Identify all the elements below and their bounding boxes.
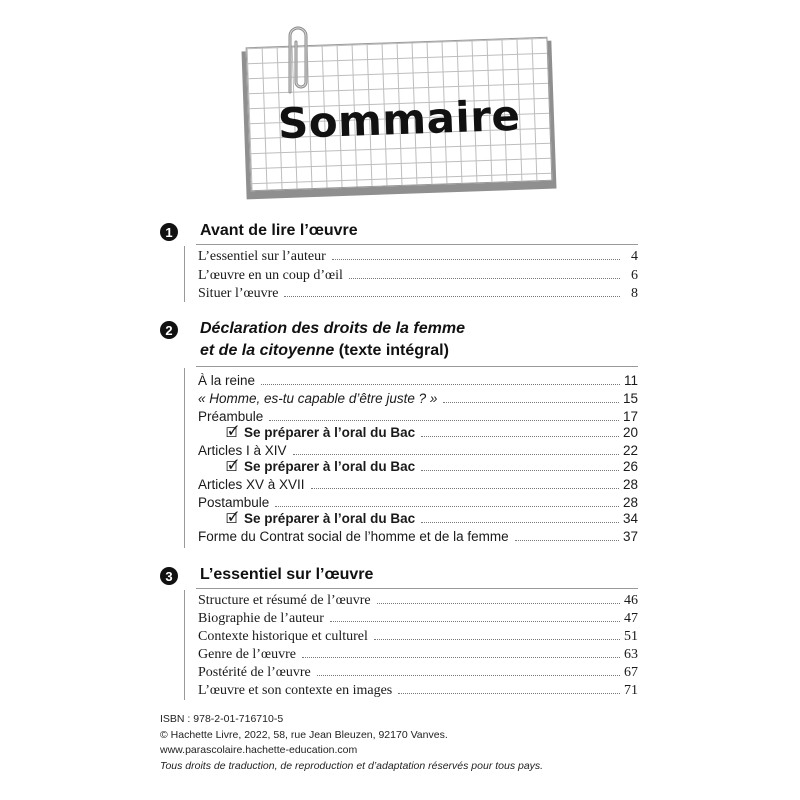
section-title — [200, 318, 465, 362]
divider — [196, 366, 638, 367]
toc-entry-page: 47 — [624, 611, 638, 626]
toc-entry-page: 4 — [631, 249, 638, 264]
toc-entry-label: Articles XV à XVII — [198, 477, 305, 492]
toc-entry-page: 15 — [622, 391, 638, 406]
toc-entry-oral-bac[interactable] — [198, 458, 638, 476]
toc-entry-label: « Homme, es-tu capable d’être juste ? » — [198, 391, 438, 406]
leader-dots — [349, 278, 620, 279]
leader-dots — [332, 259, 620, 260]
toc-entry-page: 28 — [622, 495, 638, 510]
toc-entry-label: Contexte historique et culturel — [198, 629, 368, 644]
leader-dots — [275, 506, 619, 507]
leader-dots — [269, 420, 619, 421]
toc-entry[interactable] — [198, 592, 638, 610]
leader-dots — [398, 693, 620, 694]
toc-entry-label: Se préparer à l’oral du Bac — [244, 511, 416, 526]
leader-dots — [284, 296, 620, 297]
toc-entry-label: Postérité de l’œuvre — [198, 665, 311, 680]
divider — [196, 244, 638, 245]
divider — [196, 588, 638, 589]
section-title-line1: Déclaration des droits de la femme — [200, 320, 465, 337]
toc-entry-page: 20 — [622, 425, 638, 440]
isbn: ISBN : 978-2-01-716710-5 — [160, 713, 284, 725]
divider — [184, 368, 185, 548]
website-link[interactable]: www.parascolaire.hachette-education.com — [160, 744, 358, 756]
toc-entry-label: Forme du Contrat social de l’homme et de la femme — [198, 529, 509, 544]
toc-entry-page: 28 — [622, 477, 638, 492]
leader-dots — [317, 675, 620, 676]
toc-entry-page: 67 — [624, 665, 638, 680]
toc-entry-page: 46 — [624, 593, 638, 608]
leader-dots — [421, 522, 619, 523]
leader-dots — [421, 436, 619, 437]
toc-entry-label: L’œuvre en un coup d’œil — [198, 268, 343, 283]
paperclip-icon — [278, 22, 314, 100]
toc-entry[interactable] — [198, 528, 638, 546]
toc-entry-page: 51 — [624, 629, 638, 644]
toc-entry-label: Préambule — [198, 409, 264, 424]
toc-entry-oral-bac[interactable] — [198, 510, 638, 528]
toc-entry-oral-bac[interactable] — [198, 424, 638, 442]
toc-entry-page: 8 — [631, 286, 638, 301]
checkbox-icon: 🗹 — [226, 511, 239, 526]
toc-entry[interactable] — [198, 646, 638, 664]
toc-entry-label: Postambule — [198, 495, 270, 510]
copyright: © Hachette Livre, 2022, 58, rue Jean Bleuzen, 92170 Vanves. — [160, 728, 448, 741]
leader-dots — [293, 454, 619, 455]
toc-entry-page: 6 — [631, 268, 638, 283]
toc-entry[interactable] — [198, 610, 638, 628]
toc-entry-label: Situer l’œuvre — [198, 286, 279, 301]
leader-dots — [377, 603, 620, 604]
divider — [184, 246, 185, 302]
toc-entry-label: Biographie de l’auteur — [198, 611, 324, 626]
leader-dots — [421, 470, 619, 471]
section-1-header — [160, 220, 358, 241]
checkbox-icon: 🗹 — [226, 425, 239, 440]
section-title-line2-italic: et de la citoyenne — [200, 342, 335, 359]
toc-entry-label: Structure et résumé de l’œuvre — [198, 593, 371, 608]
toc-entry-page: 37 — [622, 529, 638, 544]
leader-dots — [311, 488, 619, 489]
toc-entry-label: Se préparer à l’oral du Bac — [244, 459, 416, 474]
section-title: Avant de lire l’œuvre — [200, 222, 358, 239]
toc-entry-page: 34 — [622, 511, 638, 526]
footer — [160, 712, 543, 774]
section-number-badge: 1 — [160, 223, 178, 241]
section-3-header — [160, 564, 374, 585]
toc-entry[interactable] — [198, 682, 638, 700]
leader-dots — [515, 540, 619, 541]
toc-entry[interactable] — [198, 372, 638, 390]
toc-entry-page: 22 — [622, 443, 638, 458]
toc-entry-page: 11 — [623, 373, 638, 388]
toc-entry-label: À la reine — [198, 373, 256, 388]
toc-entry-label: Se préparer à l’oral du Bac — [244, 425, 416, 440]
section-title-line2-rest: (texte intégral) — [334, 342, 449, 359]
leader-dots — [302, 657, 620, 658]
toc-entry[interactable] — [198, 267, 638, 285]
toc-entry[interactable] — [198, 248, 638, 266]
rights-notice: Tous droits de traduction, de reproduction et d’adaptation réservés pour tous pays. — [160, 759, 544, 772]
toc-entry-label: L’essentiel sur l’auteur — [198, 249, 326, 264]
leader-dots — [374, 639, 620, 640]
leader-dots — [330, 621, 620, 622]
toc-entry-label: Genre de l’œuvre — [198, 647, 296, 662]
divider — [184, 590, 185, 700]
toc-entry[interactable] — [198, 628, 638, 646]
section-title: L’essentiel sur l’œuvre — [200, 566, 374, 583]
leader-dots — [261, 384, 620, 385]
section-number-badge: 2 — [160, 321, 178, 339]
checkbox-icon: 🗹 — [226, 459, 239, 474]
toc-entry[interactable] — [198, 285, 638, 303]
toc-entry[interactable] — [198, 476, 638, 494]
page-title: Sommaire — [277, 90, 522, 149]
toc-entry[interactable] — [198, 390, 638, 408]
toc-entry[interactable] — [198, 664, 638, 682]
toc-entry-page: 71 — [624, 683, 638, 698]
toc-entry-label: L’œuvre et son contexte en images — [198, 683, 393, 698]
toc-entry-label: Articles I à XIV — [198, 443, 287, 458]
section-2-header — [160, 318, 465, 359]
toc-entry-page: 63 — [624, 647, 638, 662]
leader-dots — [443, 402, 619, 403]
toc-entry-page: 26 — [622, 459, 638, 474]
section-number-badge: 3 — [160, 567, 178, 585]
toc-entry-page: 17 — [622, 409, 638, 424]
